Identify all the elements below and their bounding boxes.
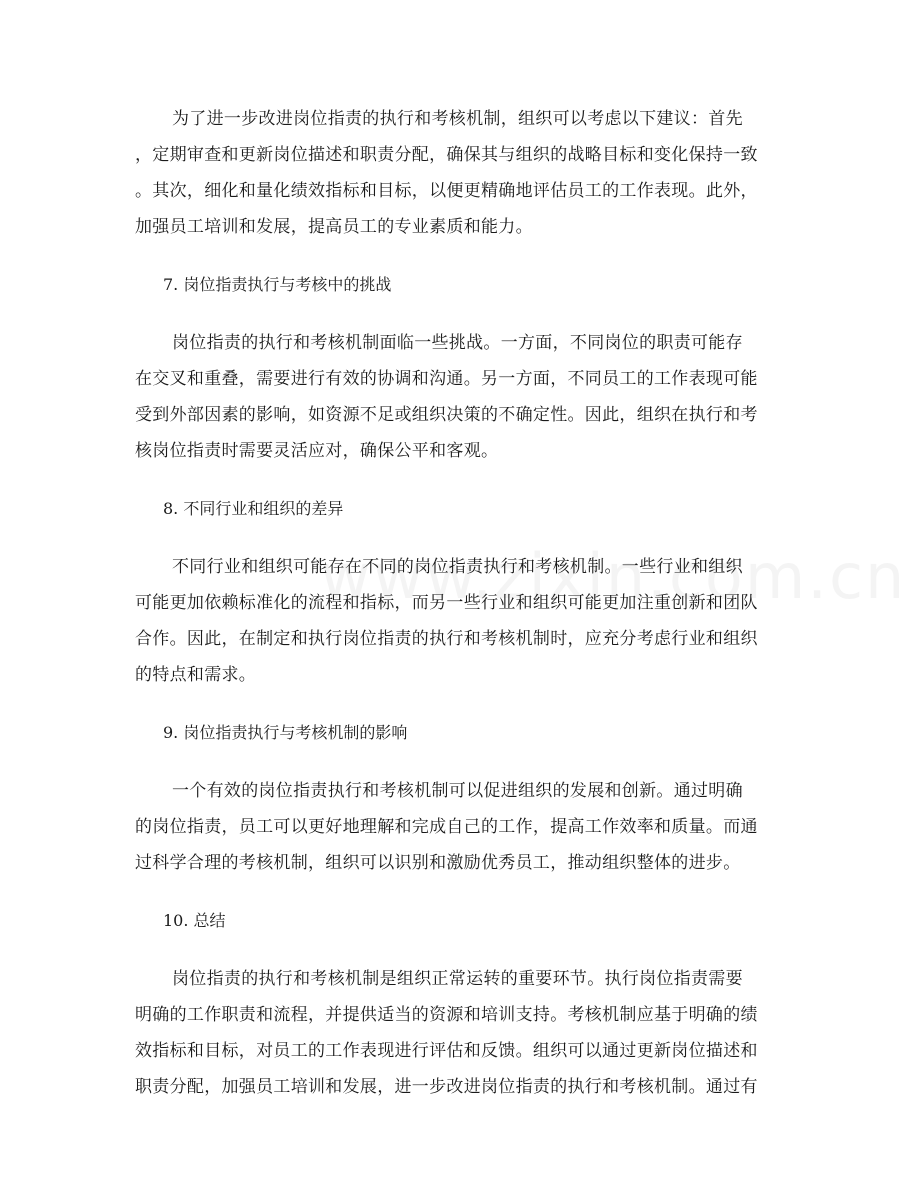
paragraph-line: 岗位指责的执行和考核机制面临一些挑战。一方面，不同岗位的职责可能存 — [172, 333, 743, 353]
paragraph — [135, 961, 795, 1105]
paragraph-line: 的岗位指责，员工可以更好地理解和完成自己的工作，提高工作效率和质量。而通 — [135, 817, 758, 837]
paragraph-line: ，定期审查和更新岗位描述和职责分配，确保其与组织的战略目标和变化保持一致 — [135, 145, 758, 165]
paragraph-line: 合作。因此，在制定和执行岗位指责的执行和考核机制时，应充分考虑行业和组织 — [135, 629, 758, 649]
paragraph-line: 受到外部因素的影响，如资源不足或组织决策的不确定性。因此，组织在执行和考 — [135, 405, 758, 425]
section-heading: 8. 不同行业和组织的差异 — [163, 499, 344, 518]
paragraph-line: 加强员工培训和发展，提高员工的专业素质和能力。 — [135, 217, 533, 237]
paragraph — [135, 101, 795, 245]
paragraph — [135, 773, 795, 881]
paragraph-line: 效指标和目标，对员工的工作表现进行评估和反馈。组织可以通过更新岗位描述和 — [135, 1041, 758, 1061]
paragraph-line: 不同行业和组织可能存在不同的岗位指责执行和考核机制。一些行业和组织 — [172, 557, 743, 577]
paragraph-line: 过科学合理的考核机制，组织可以识别和激励优秀员工，推动组织整体的进步。 — [135, 853, 741, 873]
paragraph-line: 的特点和需求。 — [135, 665, 257, 685]
paragraph — [135, 549, 795, 693]
paragraph-line: 为了进一步改进岗位指责的执行和考核机制，组织可以考虑以下建议：首先 — [172, 109, 743, 129]
paragraph-line: 明确的工作职责和流程，并提供适当的资源和培训支持。考核机制应基于明确的绩 — [135, 1005, 758, 1025]
paragraph-line: 岗位指责的执行和考核机制是组织正常运转的重要环节。执行岗位指责需要 — [172, 969, 743, 989]
section-heading: 7. 岗位指责执行与考核中的挑战 — [163, 275, 392, 294]
paragraph — [135, 325, 795, 469]
paragraph-line: 在交叉和重叠，需要进行有效的协调和沟通。另一方面，不同员工的工作表现可能 — [135, 369, 758, 389]
paragraph-line: 可能更加依赖标准化的流程和指标，而另一些行业和组织可能更加注重创新和团队 — [135, 593, 758, 613]
section-heading: 9. 岗位指责执行与考核机制的影响 — [163, 723, 408, 742]
paragraph-line: 核岗位指责时需要灵活应对，确保公平和客观。 — [135, 441, 499, 461]
section-heading: 10. 总结 — [163, 911, 226, 930]
document-body — [135, 101, 795, 1105]
paragraph-line: 职责分配，加强员工培训和发展，进一步改进岗位指责的执行和考核机制。通过有 — [135, 1077, 758, 1097]
paragraph-line: 。其次，细化和量化绩效指标和目标，以便更精确地评估员工的工作表现。此外， — [135, 181, 758, 201]
paragraph-line: 一个有效的岗位指责执行和考核机制可以促进组织的发展和创新。通过明确 — [172, 781, 743, 801]
